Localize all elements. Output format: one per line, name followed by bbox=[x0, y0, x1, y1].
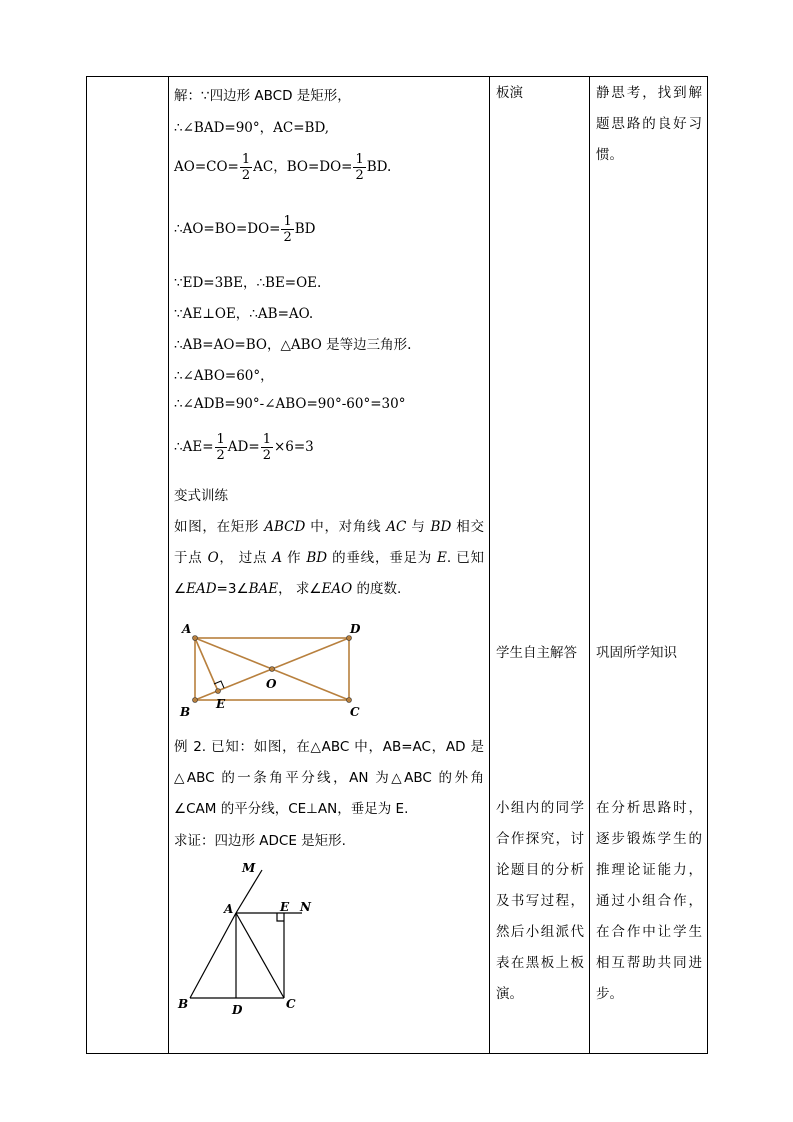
activity-self-solve: 学生自主解答 bbox=[496, 645, 577, 661]
purpose-consolidate: 巩固所学知识 bbox=[596, 645, 677, 661]
label-b: B bbox=[180, 705, 191, 719]
fraction: $\frac{1}{2}$ bbox=[355, 152, 364, 183]
solution-line-10: ∴AE= $\frac{1}{2}$ AD= $\frac{1}{2}$ ×6=3 bbox=[174, 432, 314, 463]
triangle-figure bbox=[174, 856, 324, 1018]
fraction: $\frac{1}{2}$ bbox=[283, 214, 292, 245]
solution-line-6: ∵AE⊥OE，∴AB=AO. bbox=[174, 306, 314, 322]
label-e: E bbox=[280, 900, 290, 914]
rectangle-figure bbox=[174, 618, 374, 722]
fraction: $\frac{1}{2}$ bbox=[262, 432, 271, 463]
label-m: M bbox=[242, 861, 256, 875]
label-c: C bbox=[350, 705, 360, 719]
variant-heading: 变式训练 bbox=[174, 488, 228, 504]
fraction: $\frac{1}{2}$ bbox=[241, 152, 251, 183]
label-d: D bbox=[350, 622, 361, 636]
solution-line-7: ∴AB=AO=BO，△ABO 是等边三角形. bbox=[174, 337, 412, 353]
label-c: C bbox=[286, 997, 296, 1011]
activity-group-work: 小组内的同学合作探究，讨论题目的分析及书写过程，然后小组派代表在黑板上板演。 bbox=[496, 800, 584, 1002]
purpose-reasoning: 在分析思路时，逐步锻炼学生的推理论证能力，通过小组合作，在合作中让学生相互帮助共同进步。 bbox=[596, 800, 702, 1002]
label-a: A bbox=[182, 622, 192, 636]
example2-prove: 求证：四边形 ADCE 是矩形. bbox=[174, 833, 346, 849]
solution-line-5: ∵ED=3BE，∴BE=OE. bbox=[174, 275, 322, 291]
activity-board-demo: 板演 bbox=[496, 85, 523, 101]
solution-line-9: ∴∠ADB=90°-∠ABO=90°-60°=30° bbox=[174, 396, 406, 412]
label-b: B bbox=[178, 997, 189, 1011]
label-d: D bbox=[232, 1003, 243, 1017]
example2-text: 例 2. 已知：如图，在△ABC 中，AB=AC，AD 是△ABC 的一条角平分线，AN 为△ABC 的外角∠CAM 的平分线，CE⊥AN，垂足为 E. bbox=[174, 739, 484, 817]
solution-line-4: ∴AO=BO=DO= $\frac{1}{2}$ BD bbox=[174, 214, 316, 245]
column-divider-3 bbox=[589, 76, 590, 1054]
label-e: E bbox=[216, 697, 226, 711]
column-divider-1 bbox=[168, 76, 169, 1054]
fraction: $\frac{1}{2}$ bbox=[216, 432, 225, 463]
column-divider-2 bbox=[489, 76, 490, 1054]
solution-line-3: AO=CO= $\frac{1}{2}$ AC，BO=DO= $\frac{1}{2}$ BD. bbox=[174, 152, 392, 183]
solution-line-2: ∴∠BAD=90°，AC=BD, bbox=[174, 120, 330, 136]
solution-line-8: ∴∠ABO=60°， bbox=[174, 368, 274, 384]
label-n: N bbox=[300, 900, 311, 914]
variant-problem: 如图，在矩形 ABCD 中，对角线 AC 与 BD 相交于点 O， 过点 A 作 BD 的垂线，垂足为 E. 已知∠EAD=3∠BAE， 求∠EAO 的度数. bbox=[174, 519, 484, 597]
label-o: O bbox=[266, 677, 277, 691]
purpose-habit: 静思考，找到解题思路的良好习惯。 bbox=[596, 85, 702, 163]
label-a: A bbox=[224, 902, 234, 916]
solution-line-1: 解：∵四边形 ABCD 是矩形， bbox=[174, 88, 351, 104]
